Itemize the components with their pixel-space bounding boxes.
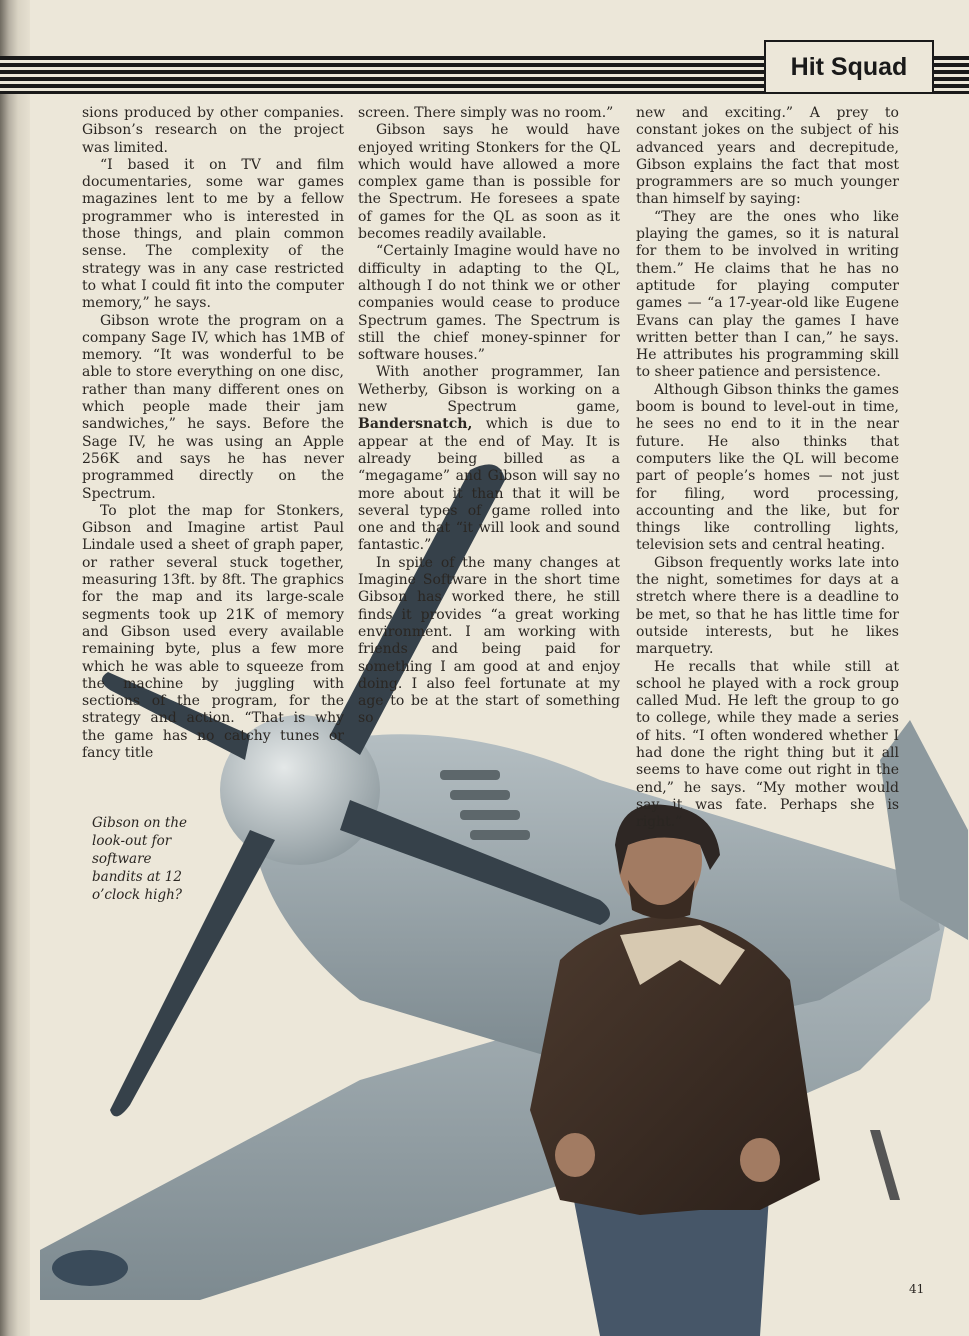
paragraph: new and exciting.” A prey to constant jokes on the subject of his advanced years and decrepitude, Gibson explains the fact that most programmers are so much younger than himself by saying: xyxy=(636,105,899,208)
paragraph: “I based it on TV and film documentaries, some war games magazines lent to me by a fellow programmer who is interested in those things, and plain common sense. The complexity of the strategy was in any case restricted to what I could fit into the computer memory,” he says. xyxy=(82,156,344,312)
paragraph: In spite of the many changes at Imagine Software in the short time Gibson has worked there, he still finds it provides “a great working environment. I am working with friends and being paid for something I am good at and enjoy doing. I also feel fortunate at my age to be at the start of something so xyxy=(358,554,620,727)
paragraph: Although Gibson thinks the games boom is bound to level-out in time, he sees no end to it in the near future. He also thinks that computers like the QL will become part of people’s homes — not just for filing, word processing, accounting and the like, but for things like controlling lights, television sets and central heating. xyxy=(636,381,899,554)
paragraph xyxy=(358,364,620,554)
paragraph: sions produced by other companies. Gibson’s research on the project was limited. xyxy=(82,105,344,156)
article-column-1 xyxy=(82,105,344,762)
article-column-2 xyxy=(358,105,620,728)
paragraph: He recalls that while still at school he played with a rock group called Mud. He left the group to go to college, while they made a series of hits. “I often wondered whether I had done the right thing but it all seems to have come out right in the end,” he says. “My mother would say it was fate. Perhaps she is right.” xyxy=(636,658,899,831)
paragraph: screen. There simply was no room.” xyxy=(358,105,614,121)
photo-caption: Gibson on the look-out for software bandits at 12 o’clock high? xyxy=(92,815,188,903)
wing-roundel xyxy=(52,1250,128,1286)
paragraph: Gibson says he would have enjoyed writing Stonkers for the QL which would have allowed a more complex game than is possible for the Spectrum. He foresees a spate of games for the QL as soon as it becomes readily available. xyxy=(358,122,620,243)
section-title: Hit Squad xyxy=(790,52,908,81)
paragraph: To plot the map for Stonkers, Gibson and Imagine artist Paul Lindale used a sheet of graph paper, or rather several stuck together, measuring 13ft. by 8ft. The graphics for the map and its large-scale segments took up 21K of memory and Gibson used every available remaining byte, plus a few more which he was able to squeeze from the machine by juggling with sections of the program, for the strategy and action. “That is why the game has no catchy tunes or fancy title xyxy=(82,502,344,761)
article-column-3 xyxy=(636,105,899,831)
paragraph: Gibson wrote the program on a company Sage IV, which has 1MB of memory. “It was wonderful to be able to store everything on one disc, rather than many different ones on which people made their jam sandwiches,” he says. Before the Sage IV, he was using an Apple 256K and says he has never programmed directly on the Spectrum. xyxy=(82,312,344,502)
page-number: 41 xyxy=(909,1282,925,1296)
paragraph: “They are the ones who like playing the games, so it is natural for them to be involved in writing them.” He claims that he has no aptitude for playing computer games — “a 17-year-old like Eugene Evans can play the games I have written better than I can,” he says. He attributes his programming skill to sheer patience and persistence. xyxy=(636,208,899,381)
game-title: Bandersnatch, xyxy=(358,416,473,433)
paragraph: “Certainly Imagine would have no difficulty in adapting to the QL, although I do not think we or other companies would cease to produce Spectrum games. The Spectrum is still the chief money-spinner for software houses.” xyxy=(358,243,620,364)
paragraph: Gibson frequently works late into the night, sometimes for days at a stretch where there is a deadline to be met, so that he has little time for outside interests, but he likes marquetry. xyxy=(636,554,899,658)
paragraph-text: With another programmer, Ian Wetherby, Gibson is working on a new Spectrum game, xyxy=(358,364,620,416)
paragraph-text: which is due to appear at the end of May. It is already being billed as a “megagame” and Gibson will say no more about it than that it will be several types of game rolled into one and that “it will look and sound fantastic.” xyxy=(358,416,621,554)
